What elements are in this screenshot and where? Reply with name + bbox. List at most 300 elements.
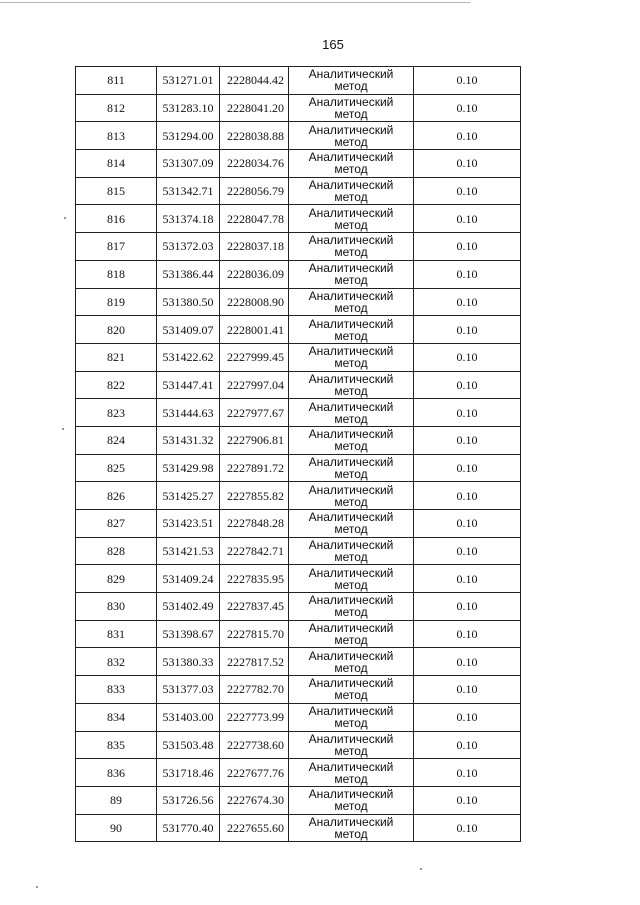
method-text-line: Аналитический <box>308 95 394 110</box>
y-coordinate-cell <box>220 67 289 95</box>
y-coordinate-cell <box>220 703 289 731</box>
x-coordinate-cell <box>157 620 220 648</box>
method-text-line: Аналитический <box>308 150 394 165</box>
method-cell <box>289 426 414 454</box>
table-row <box>76 177 521 205</box>
method-text-line: Аналитический <box>308 510 394 525</box>
point-number-cell-text: 823 <box>107 405 125 420</box>
method-cell <box>289 537 414 565</box>
table-row <box>76 399 521 427</box>
point-number-cell-text: 828 <box>107 544 125 559</box>
method-cell <box>289 593 414 621</box>
point-number-cell-text: 812 <box>107 101 125 116</box>
y-coordinate-cell <box>220 288 289 316</box>
method-text-line: Аналитический <box>308 427 394 442</box>
table-row <box>76 67 521 95</box>
accuracy-cell-text: 0.10 <box>456 737 478 752</box>
scan-speck <box>64 217 66 219</box>
x-coordinate-cell-text: 531380.50 <box>162 294 214 309</box>
scan-speck <box>420 868 422 870</box>
x-coordinate-cell <box>157 593 220 621</box>
y-coordinate-cell <box>220 177 289 205</box>
accuracy-cell-text: 0.10 <box>456 128 478 143</box>
y-coordinate-cell <box>220 593 289 621</box>
method-text-line: Аналитический <box>308 565 394 580</box>
accuracy-cell <box>414 426 521 454</box>
point-number-cell <box>76 759 157 787</box>
table-row <box>76 537 521 565</box>
x-coordinate-cell <box>157 205 220 233</box>
accuracy-cell <box>414 399 521 427</box>
accuracy-cell <box>414 703 521 731</box>
point-number-cell <box>76 482 157 510</box>
x-coordinate-cell-text: 531718.46 <box>162 765 214 780</box>
y-coordinate-cell <box>220 343 289 371</box>
table-row <box>76 150 521 178</box>
point-number-cell <box>76 371 157 399</box>
y-coordinate-cell-text: 2228041.20 <box>227 101 284 116</box>
y-coordinate-cell <box>220 205 289 233</box>
y-coordinate-cell-text: 2228008.90 <box>227 294 284 309</box>
point-number-cell <box>76 703 157 731</box>
accuracy-cell <box>414 177 521 205</box>
method-text-line: метод <box>334 162 368 177</box>
method-text-line: метод <box>334 688 368 703</box>
method-text-line: метод <box>334 716 368 731</box>
table-row <box>76 731 521 759</box>
x-coordinate-cell-text: 531444.63 <box>162 405 214 420</box>
accuracy-cell-text: 0.10 <box>456 793 478 808</box>
x-coordinate-cell-text: 531409.24 <box>162 571 214 586</box>
y-coordinate-cell-text: 2227977.67 <box>227 405 284 420</box>
method-cell <box>289 759 414 787</box>
accuracy-cell <box>414 233 521 261</box>
point-number-cell <box>76 510 157 538</box>
accuracy-cell-text: 0.10 <box>456 377 478 392</box>
y-coordinate-cell <box>220 620 289 648</box>
method-text-line: метод <box>334 550 368 565</box>
method-text-line: Аналитический <box>308 759 394 774</box>
table-row <box>76 316 521 344</box>
method-cell <box>289 620 414 648</box>
y-coordinate-cell <box>220 510 289 538</box>
method-cell <box>289 316 414 344</box>
method-text-line: метод <box>334 826 368 841</box>
table-row <box>76 648 521 676</box>
x-coordinate-cell <box>157 177 220 205</box>
point-number-cell-text: 813 <box>107 128 125 143</box>
method-cell <box>289 648 414 676</box>
point-number-cell <box>76 814 157 842</box>
method-text-line: метод <box>334 466 368 481</box>
method-text-line: метод <box>334 134 368 149</box>
y-coordinate-cell <box>220 648 289 676</box>
method-text-line: метод <box>334 660 368 675</box>
method-text-line: метод <box>334 577 368 592</box>
point-number-cell-text: 834 <box>107 710 125 725</box>
method-text-line: Аналитический <box>308 371 394 386</box>
accuracy-cell <box>414 537 521 565</box>
y-coordinate-cell-text: 2227837.45 <box>227 599 284 614</box>
point-number-cell <box>76 426 157 454</box>
x-coordinate-cell-text: 531380.33 <box>162 654 214 669</box>
y-coordinate-cell <box>220 731 289 759</box>
method-text-line: Аналитический <box>308 787 394 802</box>
method-text-line: Аналитический <box>308 454 394 469</box>
y-coordinate-cell <box>220 454 289 482</box>
accuracy-cell-text: 0.10 <box>456 682 478 697</box>
accuracy-cell <box>414 648 521 676</box>
accuracy-cell <box>414 288 521 316</box>
accuracy-cell-text: 0.10 <box>456 765 478 780</box>
x-coordinate-cell-text: 531447.41 <box>162 377 214 392</box>
accuracy-cell-text: 0.10 <box>456 627 478 642</box>
point-number-cell <box>76 150 157 178</box>
y-coordinate-cell-text: 2228036.09 <box>227 267 284 282</box>
table-row <box>76 260 521 288</box>
scan-speck <box>62 428 64 430</box>
method-cell <box>289 731 414 759</box>
point-number-cell <box>76 316 157 344</box>
y-coordinate-cell-text: 2227674.30 <box>227 793 284 808</box>
method-cell <box>289 177 414 205</box>
point-number-cell-text: 90 <box>110 820 122 835</box>
table-row <box>76 620 521 648</box>
point-number-cell-text: 833 <box>107 682 125 697</box>
point-number-cell <box>76 233 157 261</box>
method-cell <box>289 814 414 842</box>
accuracy-cell <box>414 316 521 344</box>
accuracy-cell-text: 0.10 <box>456 654 478 669</box>
x-coordinate-cell-text: 531283.10 <box>162 101 214 116</box>
point-number-cell-text: 89 <box>110 793 122 808</box>
accuracy-cell <box>414 67 521 95</box>
accuracy-cell-text: 0.10 <box>456 73 478 88</box>
method-text-line: Аналитический <box>308 731 394 746</box>
method-text-line: Аналитический <box>308 676 394 691</box>
y-coordinate-cell-text: 2228001.41 <box>227 322 284 337</box>
point-number-cell <box>76 731 157 759</box>
method-text-line: метод <box>334 439 368 454</box>
method-text-line: Аналитический <box>308 178 394 193</box>
table-row <box>76 288 521 316</box>
y-coordinate-cell-text: 2227891.72 <box>227 460 284 475</box>
x-coordinate-cell-text: 531431.32 <box>162 433 214 448</box>
x-coordinate-cell <box>157 510 220 538</box>
accuracy-cell-text: 0.10 <box>456 516 478 531</box>
point-number-cell-text: 811 <box>107 73 125 88</box>
y-coordinate-cell <box>220 482 289 510</box>
x-coordinate-cell <box>157 759 220 787</box>
y-coordinate-cell <box>220 233 289 261</box>
method-text-line: метод <box>334 411 368 426</box>
point-number-cell-text: 822 <box>107 377 125 392</box>
method-text-line: метод <box>334 771 368 786</box>
method-cell <box>289 399 414 427</box>
table-row <box>76 703 521 731</box>
method-text-line: Аналитический <box>308 288 394 303</box>
point-number-cell <box>76 205 157 233</box>
method-text-line: метод <box>334 356 368 371</box>
y-coordinate-cell-text: 2227848.28 <box>227 516 284 531</box>
y-coordinate-cell-text: 2228047.78 <box>227 211 284 226</box>
method-text-line: метод <box>334 633 368 648</box>
y-coordinate-cell-text: 2227997.04 <box>227 377 284 392</box>
method-cell <box>289 454 414 482</box>
y-coordinate-cell-text: 2228038.88 <box>227 128 284 143</box>
y-coordinate-cell-text: 2228037.18 <box>227 239 284 254</box>
method-text-line: метод <box>334 79 368 94</box>
table-row <box>76 94 521 122</box>
point-number-cell-text: 817 <box>107 239 125 254</box>
point-number-cell <box>76 399 157 427</box>
method-text-line: метод <box>334 245 368 260</box>
method-cell <box>289 94 414 122</box>
x-coordinate-cell-text: 531422.62 <box>162 350 214 365</box>
point-number-cell-text: 829 <box>107 571 125 586</box>
x-coordinate-cell <box>157 537 220 565</box>
point-number-cell-text: 814 <box>107 156 125 171</box>
accuracy-cell-text: 0.10 <box>456 294 478 309</box>
point-number-cell-text: 821 <box>107 350 125 365</box>
accuracy-cell-text: 0.10 <box>456 405 478 420</box>
x-coordinate-cell <box>157 426 220 454</box>
method-text-line: Аналитический <box>308 482 394 497</box>
accuracy-cell-text: 0.10 <box>456 156 478 171</box>
method-cell <box>289 482 414 510</box>
x-coordinate-cell <box>157 482 220 510</box>
point-number-cell-text: 824 <box>107 433 125 448</box>
point-number-cell-text: 830 <box>107 599 125 614</box>
method-cell <box>289 510 414 538</box>
method-text-line: Аналитический <box>308 399 394 414</box>
method-text-line: Аналитический <box>308 233 394 248</box>
method-text-line: Аналитический <box>308 704 394 719</box>
x-coordinate-cell-text: 531423.51 <box>162 516 214 531</box>
accuracy-cell-text: 0.10 <box>456 267 478 282</box>
method-cell <box>289 122 414 150</box>
y-coordinate-cell-text: 2227855.82 <box>227 488 284 503</box>
accuracy-cell <box>414 786 521 814</box>
y-coordinate-cell <box>220 814 289 842</box>
x-coordinate-cell-text: 531307.09 <box>162 156 214 171</box>
x-coordinate-cell-text: 531342.71 <box>162 184 214 199</box>
y-coordinate-cell <box>220 122 289 150</box>
point-number-cell-text: 827 <box>107 516 125 531</box>
method-text-line: Аналитический <box>308 344 394 359</box>
y-coordinate-cell-text: 2227835.95 <box>227 571 284 586</box>
x-coordinate-cell-text: 531398.67 <box>162 627 214 642</box>
scan-edge-line <box>0 2 470 3</box>
x-coordinate-cell <box>157 260 220 288</box>
method-text-line: метод <box>334 273 368 288</box>
y-coordinate-cell-text: 2228056.79 <box>227 184 284 199</box>
method-cell <box>289 565 414 593</box>
x-coordinate-cell <box>157 150 220 178</box>
x-coordinate-cell <box>157 316 220 344</box>
accuracy-cell <box>414 620 521 648</box>
x-coordinate-cell-text: 531386.44 <box>162 267 214 282</box>
x-coordinate-cell-text: 531503.48 <box>162 737 214 752</box>
method-cell <box>289 233 414 261</box>
point-number-cell-text: 825 <box>107 460 125 475</box>
y-coordinate-cell <box>220 94 289 122</box>
table-row <box>76 482 521 510</box>
y-coordinate-cell <box>220 676 289 704</box>
accuracy-cell-text: 0.10 <box>456 239 478 254</box>
method-text-line: метод <box>334 743 368 758</box>
method-text-line: метод <box>334 328 368 343</box>
scan-speck <box>36 886 38 888</box>
y-coordinate-cell <box>220 150 289 178</box>
coordinates-table-body <box>76 67 521 842</box>
method-text-line: Аналитический <box>308 67 394 82</box>
method-text-line: Аналитический <box>308 538 394 553</box>
accuracy-cell-text: 0.10 <box>456 322 478 337</box>
y-coordinate-cell <box>220 260 289 288</box>
x-coordinate-cell-text: 531377.03 <box>162 682 214 697</box>
method-cell <box>289 288 414 316</box>
x-coordinate-cell <box>157 454 220 482</box>
method-text-line: Аналитический <box>308 205 394 220</box>
method-text-line: Аналитический <box>308 122 394 137</box>
x-coordinate-cell <box>157 814 220 842</box>
method-text-line: метод <box>334 383 368 398</box>
coordinates-table <box>75 66 521 842</box>
x-coordinate-cell <box>157 371 220 399</box>
accuracy-cell <box>414 565 521 593</box>
method-cell <box>289 260 414 288</box>
x-coordinate-cell <box>157 676 220 704</box>
x-coordinate-cell-text: 531402.49 <box>162 599 214 614</box>
point-number-cell-text: 819 <box>107 294 125 309</box>
accuracy-cell <box>414 371 521 399</box>
x-coordinate-cell <box>157 648 220 676</box>
x-coordinate-cell <box>157 233 220 261</box>
x-coordinate-cell <box>157 703 220 731</box>
point-number-cell <box>76 786 157 814</box>
y-coordinate-cell <box>220 316 289 344</box>
accuracy-cell-text: 0.10 <box>456 101 478 116</box>
y-coordinate-cell <box>220 537 289 565</box>
point-number-cell <box>76 454 157 482</box>
x-coordinate-cell-text: 531425.27 <box>162 488 214 503</box>
y-coordinate-cell <box>220 426 289 454</box>
x-coordinate-cell-text: 531429.98 <box>162 460 214 475</box>
point-number-cell-text: 831 <box>107 627 125 642</box>
x-coordinate-cell-text: 531726.56 <box>162 793 214 808</box>
point-number-cell <box>76 537 157 565</box>
point-number-cell-text: 820 <box>107 322 125 337</box>
table-row <box>76 371 521 399</box>
table-row <box>76 759 521 787</box>
y-coordinate-cell-text: 2227773.99 <box>227 710 284 725</box>
x-coordinate-cell-text: 531374.18 <box>162 211 214 226</box>
x-coordinate-cell-text: 531372.03 <box>162 239 214 254</box>
accuracy-cell-text: 0.10 <box>456 710 478 725</box>
table-row <box>76 593 521 621</box>
accuracy-cell-text: 0.10 <box>456 599 478 614</box>
accuracy-cell-text: 0.10 <box>456 571 478 586</box>
y-coordinate-cell-text: 2227655.60 <box>227 820 284 835</box>
point-number-cell <box>76 122 157 150</box>
x-coordinate-cell <box>157 288 220 316</box>
point-number-cell <box>76 343 157 371</box>
y-coordinate-cell-text: 2227782.70 <box>227 682 284 697</box>
y-coordinate-cell <box>220 565 289 593</box>
x-coordinate-cell <box>157 786 220 814</box>
y-coordinate-cell-text: 2228044.42 <box>227 73 284 88</box>
method-text-line: метод <box>334 799 368 814</box>
accuracy-cell <box>414 122 521 150</box>
accuracy-cell <box>414 150 521 178</box>
accuracy-cell-text: 0.10 <box>456 820 478 835</box>
table-row <box>76 510 521 538</box>
point-number-cell <box>76 565 157 593</box>
y-coordinate-cell-text: 2227815.70 <box>227 627 284 642</box>
x-coordinate-cell <box>157 399 220 427</box>
method-cell <box>289 67 414 95</box>
table-row <box>76 205 521 233</box>
accuracy-cell-text: 0.10 <box>456 184 478 199</box>
y-coordinate-cell-text: 2227817.52 <box>227 654 284 669</box>
accuracy-cell <box>414 593 521 621</box>
table-row <box>76 426 521 454</box>
method-cell <box>289 786 414 814</box>
accuracy-cell <box>414 510 521 538</box>
y-coordinate-cell <box>220 399 289 427</box>
method-cell <box>289 371 414 399</box>
y-coordinate-cell <box>220 371 289 399</box>
method-text-line: Аналитический <box>308 648 394 663</box>
x-coordinate-cell-text: 531770.40 <box>162 820 214 835</box>
accuracy-cell <box>414 731 521 759</box>
accuracy-cell-text: 0.10 <box>456 460 478 475</box>
x-coordinate-cell <box>157 94 220 122</box>
x-coordinate-cell <box>157 565 220 593</box>
accuracy-cell <box>414 676 521 704</box>
point-number-cell <box>76 593 157 621</box>
table-row <box>76 343 521 371</box>
accuracy-cell-text: 0.10 <box>456 433 478 448</box>
accuracy-cell-text: 0.10 <box>456 544 478 559</box>
point-number-cell <box>76 177 157 205</box>
point-number-cell-text: 818 <box>107 267 125 282</box>
point-number-cell-text: 832 <box>107 654 125 669</box>
point-number-cell <box>76 648 157 676</box>
accuracy-cell <box>414 343 521 371</box>
method-text-line: метод <box>334 217 368 232</box>
accuracy-cell <box>414 94 521 122</box>
x-coordinate-cell-text: 531421.53 <box>162 544 214 559</box>
method-cell <box>289 703 414 731</box>
method-text-line: метод <box>334 300 368 315</box>
x-coordinate-cell <box>157 731 220 759</box>
y-coordinate-cell <box>220 786 289 814</box>
table-row <box>76 233 521 261</box>
accuracy-cell-text: 0.10 <box>456 488 478 503</box>
method-cell <box>289 343 414 371</box>
x-coordinate-cell-text: 531271.01 <box>162 73 214 88</box>
accuracy-cell <box>414 814 521 842</box>
method-text-line: метод <box>334 522 368 537</box>
x-coordinate-cell <box>157 122 220 150</box>
method-text-line: метод <box>334 190 368 205</box>
x-coordinate-cell-text: 531403.00 <box>162 710 214 725</box>
point-number-cell <box>76 67 157 95</box>
point-number-cell <box>76 288 157 316</box>
accuracy-cell <box>414 482 521 510</box>
